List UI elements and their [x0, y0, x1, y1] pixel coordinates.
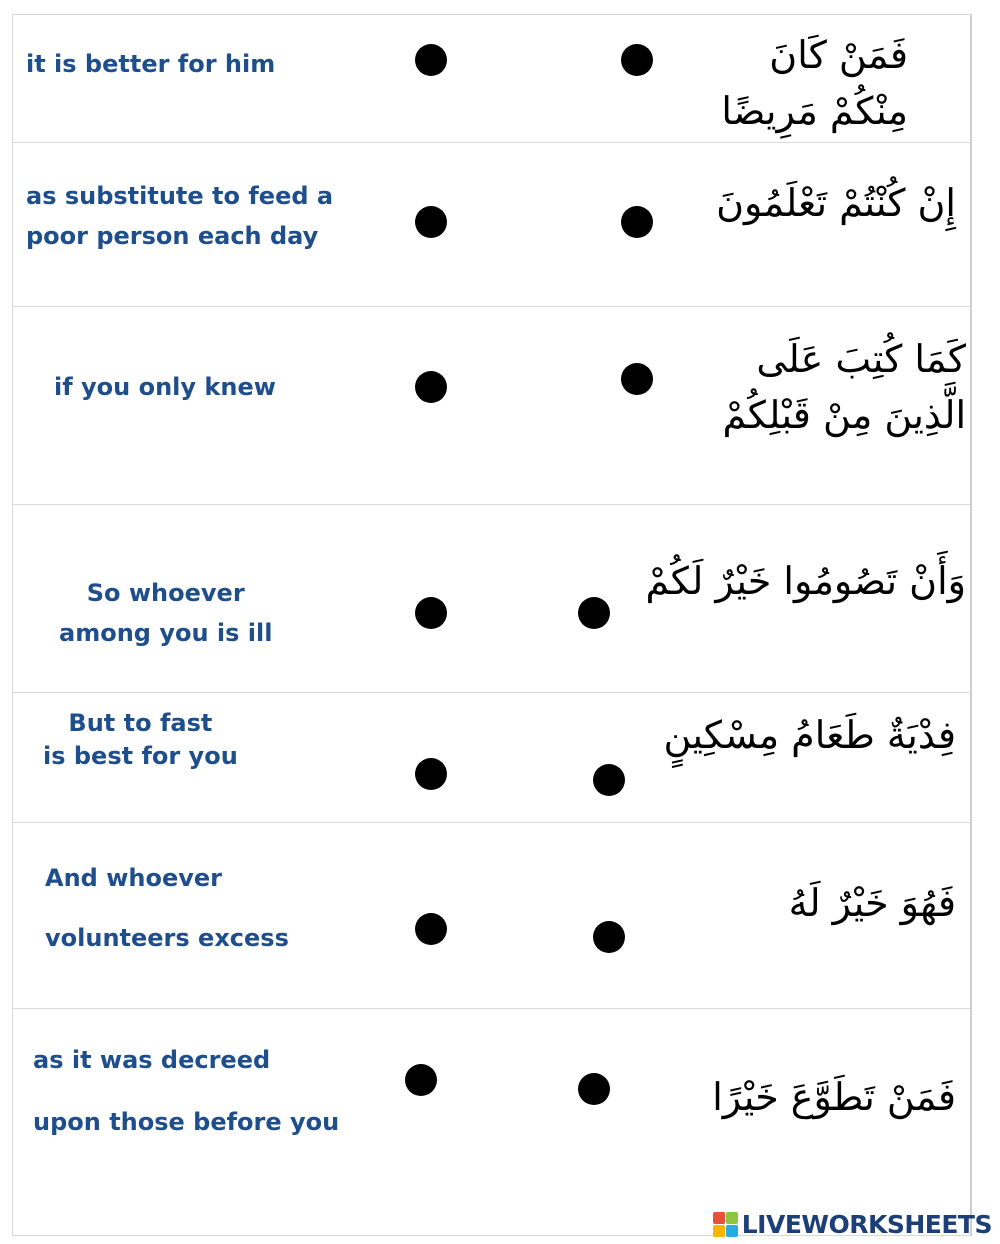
english-phrase: it is better for him	[26, 50, 276, 78]
english-match-dot[interactable]	[415, 44, 447, 76]
english-phrase: as substitute to feed a poor person each day	[26, 182, 334, 250]
english-match-dot[interactable]	[415, 597, 447, 629]
english-match-dot[interactable]	[405, 1064, 437, 1096]
arabic-phrase: كَمَا كُتِبَ عَلَى الَّذِينَ مِنْ قَبْلِكُمْ	[722, 337, 966, 437]
arabic-phrase: فَمَنْ تَطَوَّعَ خَيْرًا	[712, 1075, 956, 1119]
english-match-dot[interactable]	[415, 758, 447, 790]
liveworksheets-icon	[713, 1212, 738, 1237]
arabic-match-dot[interactable]	[593, 921, 625, 953]
match-row	[13, 307, 970, 505]
arabic-match-dot[interactable]	[578, 1073, 610, 1105]
arabic-phrase: فِدْيَةٌ طَعَامُ مِسْكِينٍ	[663, 713, 956, 757]
logo-tile	[713, 1225, 725, 1237]
worksheet	[12, 14, 972, 1236]
liveworksheets-logo	[713, 1208, 992, 1240]
match-row	[13, 693, 970, 823]
match-row	[13, 143, 970, 307]
arabic-phrase: فَهُوَ خَيْرٌ لَهُ	[788, 881, 956, 925]
arabic-phrase: وَأَنْ تَصُومُوا خَيْرٌ لَكُمْ	[645, 559, 966, 603]
arabic-match-dot[interactable]	[593, 764, 625, 796]
english-match-dot[interactable]	[415, 206, 447, 238]
arabic-match-dot[interactable]	[621, 44, 653, 76]
match-row	[13, 823, 970, 1009]
english-phrase: And whoever volunteers excess	[45, 864, 289, 952]
logo-tile	[726, 1212, 738, 1224]
match-row	[13, 1009, 970, 1235]
logo-tile	[713, 1212, 725, 1224]
english-match-dot[interactable]	[415, 371, 447, 403]
match-row	[13, 15, 970, 143]
arabic-match-dot[interactable]	[578, 597, 610, 629]
match-row	[13, 505, 970, 693]
english-phrase: if you only knew	[54, 373, 276, 401]
english-match-dot[interactable]	[415, 913, 447, 945]
english-phrase: So whoever among you is ill	[59, 579, 273, 647]
arabic-match-dot[interactable]	[621, 206, 653, 238]
english-phrase: as it was decreed upon those before you	[33, 1046, 340, 1136]
brand-name: LIVEWORKSHEETS	[741, 1209, 992, 1239]
arabic-match-dot[interactable]	[621, 363, 653, 395]
english-phrase: But to fast is best for you	[43, 709, 238, 770]
arabic-phrase: فَمَنْ كَانَ مِنْكُمْ مَرِيضًا	[721, 33, 908, 133]
logo-tile	[726, 1225, 738, 1237]
arabic-phrase: إِنْ كُنْتُمْ تَعْلَمُونَ	[716, 181, 956, 225]
